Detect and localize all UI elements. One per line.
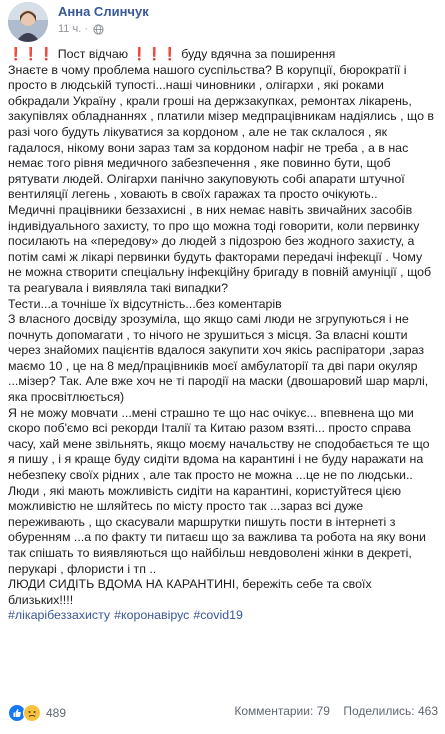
post-paragraph: З власного досвіду зрозуміла, що якщо самі люди не згрупуються і не почнуть допомагати , то нічого не зрушиться з місця. За власні кошти через знайомих пацієнтів вдалося закупити хоч якісь распіратори ,зараз маємо 10 , це на 8 мед/працівників моєї амбулаторії та дві пари окуляр ...мізер? Так. Але вже хоч не ті пародії на маски (двошаровий шар марлі, яка просвітлюється) [8, 312, 432, 405]
post-meta [58, 23, 104, 35]
post-paragraph: ЛЮДИ СИДІТЬ ВДОМА НА КАРАНТИНІ, бережіть себе та своїх близьких!!!! [8, 577, 376, 607]
avatar[interactable] [8, 2, 48, 42]
globe-icon[interactable] [93, 24, 104, 35]
reactions-summary[interactable] [8, 704, 66, 722]
exclamation-marks: ❗❗❗ [131, 47, 178, 61]
exclamation-marks: ❗❗❗ [8, 47, 55, 61]
headline-suffix: буду вдячна за поширення [177, 47, 336, 61]
headline-text: Пост відчаю [54, 47, 132, 61]
post-paragraph: Тести...а точніше їх відсутність...без коментарів [8, 296, 282, 311]
post-paragraph: Люди , які мають можливість сидіти на карантині, користуйтеся цією можливістю не шляйтесь по місту просто так ...зараз всі дуже переживають , що скасували маршрутки пишуть пости в інтернеті з обуренням ...а по факту ти питаєш що за важлива та робота на яку вони так спішать то виявляються що найбільш невдоволені жінки в декреті, перукарі , флористи і тп .. [8, 483, 430, 576]
post-paragraph: Я не можу мовчати ...мені страшно те що нас очікує... впевнена що ми скоро поб'ємо всі рекорди Італії та Китаю разом взяті... просто справа часу, хай мене звільнять, якщо моєму начальству не сподобається те що я пишу , і я краще буду сидіти вдома на карантині і не буду наражати на небезпеку своїх рідних , але так просто не можна ...це не по людськи.. [8, 405, 433, 483]
post-headline [8, 47, 436, 63]
shares-count[interactable]: Поделились: 463 [343, 704, 438, 718]
post-footer [8, 704, 438, 722]
sad-reaction-icon [23, 704, 41, 722]
post-header [8, 2, 428, 42]
post-paragraph: Медичні працівники беззахисні , в них немає навіть звичайних засобів індивідуального захисту, то про що можна тоді говорити, коли первинку посилають на «передову» до людей з підозрою без жодного захисту, а потім самі ж лікарі первинки будуть факторами передачі інфекції . Чому не можна створити спеціальну інфекційну бригаду в повній амуніції , щоб та реагувала і виявляла такі випадки? [8, 202, 435, 295]
post-stats [224, 704, 438, 718]
hashtag-link[interactable]: #лікарібеззахисту [8, 608, 111, 623]
post-paragraph: Знаєте в чому проблема нашого суспільства? В корупції, бюрократії і просто в людській тупості...наші чиновники , олігархи , які роками обкрадали Україну , крали гроші на держзакупках, ремонтах лікарень, закупівлях обладнаннях , платили мізер медпрацівникам надіялись , що в разі чого будуть лікуватися за кордоном , але не так склалося , як гадалося, нікому вони зараз там за кордоном нафіг не треба , а в нас немає того рівня медичного забезпечення , яке повинно бути, щоб рятувати людей. Олігархи панічно закуповують собі апарати штучної вентиляції легень , ховають в своїх гаражах та просто очікують.. [8, 62, 438, 202]
hashtag-link[interactable]: #covid19 [193, 608, 243, 623]
post-body [8, 47, 436, 624]
hashtag-link[interactable]: #коронавірус [114, 608, 190, 623]
comments-count[interactable]: Комментарии: 79 [234, 704, 330, 718]
author-name[interactable]: Анна Слинчук [58, 4, 149, 19]
post-time[interactable]: 11 ч. · [58, 23, 88, 35]
hashtags [8, 608, 436, 624]
reactions-count: 489 [46, 706, 67, 720]
